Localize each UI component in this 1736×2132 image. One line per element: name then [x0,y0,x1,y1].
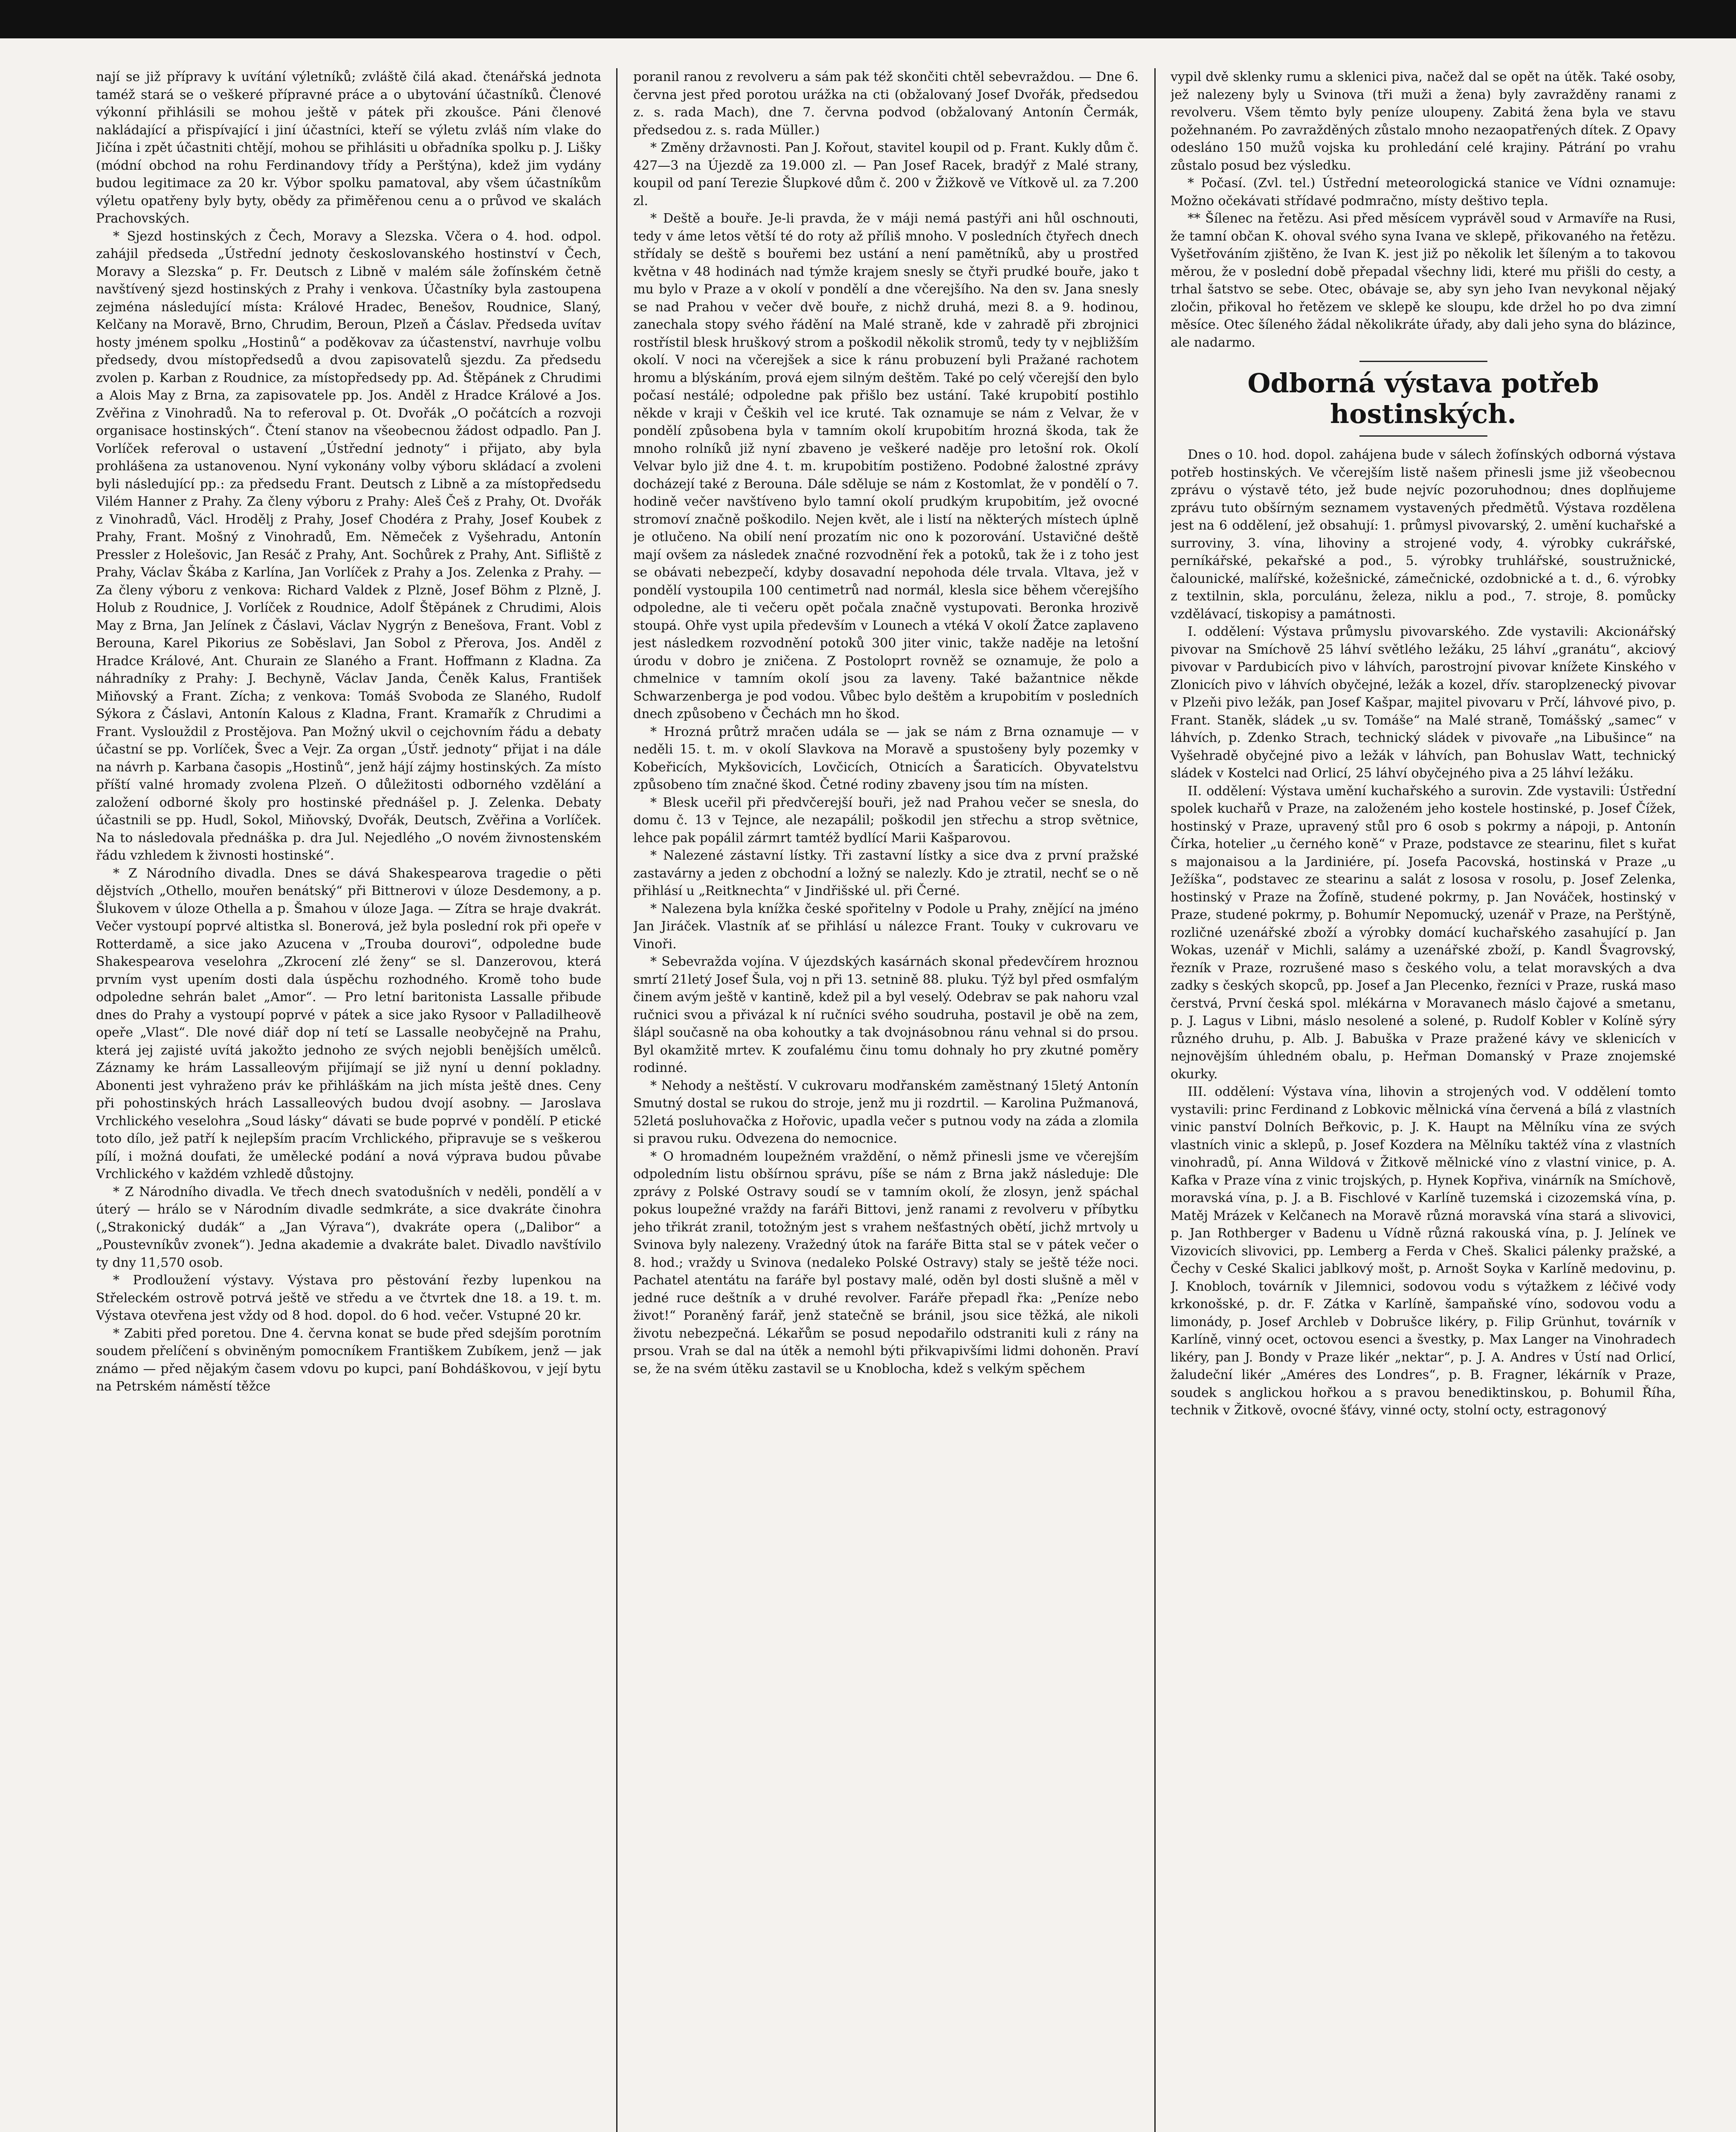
article-narodni-divadlo-2: * Z Národního divadla. Ve třech dnech svatodušních v neděli, pondělí a v úterý — hrálo se v Národním divadle sedmkráte, a sice dvakráte činohra („Strakonický dudák“ a „Jan Výrava“), dvakráte opera („Dalibor“ a „Poustevníkův zvonek“). Jedna akademie a dvakráte balet. Divadlo navštívilo ty dny 11,570 osob. [96,1184,601,1270]
article-loupezne-vrazdeni: * O hromadném loupežném vraždění, o němž přinesli jsme ve včerejším odpoledním listu obšírnou správu, píše se nám z Brna jakž následuje: Dle zprávy z Polské Ostravy soudí se v tamním okolí, že zlosyn, jenž spáchal pokus loupežné vraždy na faráři Bittovi, jenž ranami z revolveru v příbytku jeho třikrát zranil, totožným jest s vrahem nešťastných obětí, jichž mrtvoly u Svinova byly nalezeny. Vražedný útok na faráře Bitta stal se v pátek večer o 8. hod.; vraždy u Svinova (nedaleko Polské Ostravy) staly se ještě téže noci. Pachatel atentátu na faráře byl postavy malé, oděn byl dosti slušně a měl v jedné ruce deštník a v druhé revolver. Faráře přepadl řka: „Peníze nebo život!“ Poraněný farář, jenž statečně se bránil, jsou sice těžká, ale nikoli životu nebezpečná. Lékařům se posud nepodařilo odstraniti kuli z rány na prsou. Vrah se dal na útěk a nemohl býti přikvapivšími lidmi dohoněn. Praví se, že na svém útěku zastavil se u Knoblocha, kdež s velkým spěchem [633,1149,1139,1376]
article-deste-a-boure: * Deště a bouře. Je-li pravda, že v máji nemá pastýři ani hůl oschnouti, tedy v áme letos větší té do roty až příliš mnoho. V posledních čtyřech dnech střídaly se deště s bouřemi bez ustání a není pamětníků, aby u prostřed května v 48 hodinách nad týmže krajem snesly se čtyři prudké bouře, jako t mu bylo v Praze a v okolí v pondělí a dne včerejšího. Na den sv. Jana snesly se nad Prahou v večer dvě bouře, z nichž druhá, mezi 8. a 9. hodinou, zanechala stopy svého řádění na Malé straně, kde v zahradě při zbrojnici rostřístil blesk hruškový strom a poškodil několik stromů, tedy ty v nejbližším okolí. V noci na včerejšek a sice k ránu probuzení byli Pražané rachotem hromu a blýskáním, prová ejem silným deštěm. Také po celý včerejší den bylo počasí nestálé; odpoledne pak přišlo bez ustání. Také krupobití postihlo někde v kraji v Čeških vel ice kruté. Tak oznamuje se nám z Velvar, že v pondělí způsobena byla v tamním okolí krupobitím hrozná škoda, tak že mnoho rolníků již nyní zbaveno je veškeré naděje pro letošní rok. Okolí Velvar bylo již dne 4. t. m. krupobitím postiženo. Podobné žalostné zprávy docházejí také z Berouna. Dále sděluje se nám z Kostomlat, že v pondělí o 7. hodině večer navštíveno bylo tamní okolí prudkým krupobitím, jež ovocné stromoví značně poškodilo. Nejen květ, ale i listí na některých místech úplně je otlučeno. Na obilí není prozatím nic ono k pozorování. Ustavičné deště mají ovšem za následek značné rozvodnění řek a potoků, tak že i z toho jest se obávati nebezpečí, kdyby dosavadní nepohoda déle trvala. Vltava, jež v pondělí vystoupila 100 centimetrů nad normál, klesla sice během včerejšího odpoledne, ale ti večeru opět počala značně vystupovati. Beronka hrozivě stoupá. Ohře vyst upila především v Lounech a vtéká V okolí Žatce zaplaveno jest následkem rozvodnění potoků 300 jiter vinic, takže naděje na letošní úrodu v dobro je zničena. Z Postoloprt rovněž se oznamuje, že polo a chmelnice v tamním okolí jsou za laveny. Také bažantnice někde Schwarzenberga je pod vodou. Vůbec bylo deštěm a krupobitím v posledních dnech způsobeno v Čechách mn ho škod. [633,211,1139,721]
article-vystava-oddeleni-2: II. oddělení: Výstava umění kuchařského a surovin. Zde vystavili: Ústřední spolek kuchařů v Praze, na založeném jeho kostele hostinské, p. Josef Čížek, hostinský v Praze, upravený stůl pro 6 osob s pokrmy a nápoji, p. Antonín Čírka, hotelier „u černého koně“ v Praze, podstavce ze stearinu, filet s kuřat s majonaisou a la Jardiniére, pí. Josefa Pacovská, hostinská v Praze „u Ježíška“, podstavec ze stearinu a salát z lososa v rosolu, p. Josef Zelenka, hostinský v Praze na Žofíně, studené pokrmy, p. Jan Nováček, hostinský v Praze, studené pokrmy, p. Bohumír Nepomucký, uzenář v Praze, na Perštýně, rozličné uzenářské zboží a výrobky domácí kuchařského zasahující p. Jan Wokas, uzenář v Michli, salámy a uzenářské zboží, p. Kandl Švagrovský, řezník v Praze, rozrušené maso s českého volu, a telat moravských a dva zadky s českých skopců, pp. Josef a Jan Plecenko, řezníci v Praze, ruská maso čerstvá, První česká spol. mlékárna v Moravanech máslo čajové a smetanu, p. J. Lagus v Libni, máslo nesolené a solené, p. Rudolf Kobler v Kolíně sýry různého druhu, p. Alb. J. Babuška v Praze pražené kávy ve sklenicích v nejnovějším úhledném obalu, p. Heřman Domanský v Praze znojemské okurky. [1171,783,1676,1082]
column-2 [633,68,1139,2132]
newspaper-sheet [72,55,1727,2132]
scan-border-top [0,0,1736,38]
article-zastavni-listky: * Nalezené zástavní lístky. Tři zastavní lístky a sice dva z první pražské zastavárny a jeden z obchodní a ložný se nalezly. Kdo je ztratil, nechť se o ně přihlásí u „Reitknechta“ v Jindřišské ul. při Černé. [633,848,1139,898]
column-3 [1171,68,1676,2132]
article-paragraph: nají se již přípravy k uvítání výletníků; zvláště čilá akad. čtenářská jednota taméž stará se o veškeré přípravné práce a o ubytování účastníků. Členové výkonní přihlásili se mohou ještě v pátek při zkoušce. Páni členové nakládající a přispívající i jiní účastníci, kteří se výletu zvláš ním vlake do Jičína i zpět účastniti chtějí, mohou se přihlásiti u obřadníka spolku p. J. Lišky (módní obchod na rohu Ferdinandovy třídy a Perštýna), kdež jim vydány budou legitimace za 20 kr. Výbor spolku pamatoval, aby všem účastníkům výletu opatřeny byly byty, obědy za přiměřenou cenu a o průvod ve skalách Prachovských. [96,70,601,226]
article-silenec: ** Šílenec na řetězu. Asi před měsícem vyprávěl soud v Armavíře na Rusi, že tamní občan K. ohoval svého syna Ivana ve sklepě, přikovaného na řetězu. Vyšetřováním zjištěno, že Ivan K. jest již po několik let šíleným a to takovou měrou, že v poslední době přepadal všechny lidi, které mu přišli do cesty, a trhal šatstvo se sebe. Otec, obávaje se, aby syn jeho Ivan nevykonal nějaký zločin, přikoval ho řetězem ve sklepě ke sloupu, kde držel ho po dva zimní měsíce. Otec šíleného žádal několikráte úřady, aby dali jeho syna do blázince, ale nadarmo. [1171,211,1676,350]
article-porota: * Zabiti před poretou. Dne 4. června konat se bude před sdejším porotním soudem přelíčení s obviněným pomocníkem Františkem Zubíkem, jenž — jak známo — před nějakým časem vdovu po kupci, paní Bohdáškovou, v její bytu na Petrském náměstí těžce [96,1326,601,1394]
article-vystava-oddeleni-3: III. oddělení: Výstava vína, lihovin a strojených vod. V oddělení tomto vystavili: princ Ferdinand z Lobkovic mělnická vína červená a bílá z vlastních vinic panství Dolních Beřkovic, p. J. K. Haupt na Mělníku vína ze svých vlastních vinic a sklepů, p. Josef Kozdera na Mělníku taktéž vína z vlastních vinohradů, pí. Anna Wildová v Žitkově mělnické víno z vlastní vinice, p. A. Kafka v Praze vína z vinic trojských, p. Hynek Kopřiva, vinárník na Smíchově, moravská vína, p. J. a B. Fischlové v Karlíně tuzemská i cizozemská vína, p. Matěj Mrázek v Kelčanech na Moravě různá moravská vína stará a slivovici, p. Jan Rothberger v Badenu u Vídně různá rakouská vína, p. J. Jelínek ve Vizovicích slivovici, pp. Lemberg a Ferda v Cheš. Skalici pálenky pražské, a Čechy v Ceské Skalici jablkový mošt, p. Arnošt Soyka v Karlíně medovinu, p. J. Knobloch, továrník v Jilemnici, sodovou vodu s výtažkem z léčivé vody krkonošské, p. dr. F. Zátka v Karlíně, šampaňské víno, sodovou vodu a limonády, p. Josef Archleb v Dobrušce likéry, p. Filip Grünhut, továrník v Karlíně, vinný ocet, octovou esenci a švestky, p. Max Langer na Vinohradech likéry, pan J. Bondy v Praze likér „nektar“, p. J. A. Andres v Ústí nad Orlicí, žaludeční likér „Améres des Londres“, p. B. Fragner, lékárník v Praze, soudek s anglickou hořkou a s pravou benediktinskou, p. Bohumil Říha, technik v Žitkově, ovocné šťávy, vinné octy, stolní octy, estragonový [1171,1084,1676,1418]
article-hostinsky-sjezd: * Sjezd hostinských z Čech, Moravy a Slezska. Včera o 4. hod. odpol. zahájil předseda „Ústřední jednoty českoslovanského hostinství v Čech, Moravy a Slezska“ p. Fr. Deutsch z Libně v malém sále žofínském četně navštívený sjezd hostinských z Prahy i venkova. Účastníky byla zastoupena zejména následující místa: Králové Hradec, Benešov, Roudnice, Slaný, Kelčany na Moravě, Brno, Chrudim, Beroun, Plzeň a Čáslav. Předseda uvítav hosty jménem spolku „Hostinů“ a poděkovav za účastenství, navrhuje volbu předsedy, dvou místopředsedů a dvou zapisovatelů sjezdu. Za předsedu zvolen p. Karban z Roudnice, za místopředsedy pp. Ad. Štěpánek z Chrudimi a Alois May z Brna, za zapisovatele pp. Jos. Anděl z Hradce Králové a Jos. Zvěřina z Vinohradů. Na to referoval p. Ot. Dvořák „O počátcích a rozvoji organisace hostinských“. Čtení stanov na všeobecnou žádost odpadlo. Pan J. Vorlíček referoval o ustavení „Ústřední jednoty“ i přijato, aby byla prohlášena za ustanovenou. Nyní vykonány volby výboru skládací a zvoleni byli následující pp.: za předsedu Frant. Deutsch z Libně a za místopředsedu Vilém Hanner z Prahy. Za členy výboru z Prahy: Aleš Češ z Prahy, Ot. Dvořák z Vinohradů, Václ. Hrodělj z Prahy, Josef Chodéra z Prahy, Josef Koubek z Prahy, Frant. Mošný z Vinohradů, Em. Němeček z Vyšehradu, Antonín Pressler z Holešovic, Jan Resáč z Prahy, Ant. Sochůrek z Prahy, Ant. Sifliště z Prahy, Václav Škába z Karlína, Jan Vorlíček z Prahy a Jos. Zelenka z Prahy. — Za členy výboru z venkova: Richard Valdek z Plzně, Josef Böhm z Plzně, J. Holub z Roudnice, J. Vorlíček z Roudnice, Adolf Štěpánek z Chrudimi, Alois May z Brna, Jan Jelínek z Čáslavi, Václav Nygrýn z Benešova, Frant. Vobl z Berouna, Karel Pikorius ze Soběslavi, Jan Sobol z Přerova, Jos. Anděl z Hradce Králové, Ant. Churain ze Slaného a Frant. Hoffmann z Kladna. Za náhradníky z Prahy: J. Bechyně, Václav Janda, Čeněk Kalus, František Miňovský a Frant. Zícha; z venkova: Tomáš Svoboda ze Slaného, Rudolf Sýkora z Čáslavi, Antonín Kalous z Kladna, Frant. Kramařík z Chrudimi a Frant. Vyslouždil z Prostějova. Pan Možný ukvil o cejchovním řádu a debaty účastní se pp. Vorlíček, Švec a Vejr. Za organ „Ústř. jednoty“ přijat i na dále na návrh p. Karbana časopis „Hostinů“, jenž hájí zájmy hostinských. Za místo příští valné hromady zvolena Plzeň. O důležitosti odborného vzdělání a založení odborné školy pro hostinské přednášel p. J. Zelenka. Debaty účastnili se pp. Hudl, Sokol, Miňovský, Dvořák, Deutsch, Zvěřina a Vorlíček. Na to následovala přednáška p. dra Jul. Nejedlého „O novém živnostenském řádu vzhledem k živnosti hostinské“. [96,229,601,863]
column-rule [616,68,617,2132]
article-knizka-sporitelny: * Nalezena byla knížka české spořitelny v Podole u Prahy, znějící na jméno Jan Jiráček. Vlastník ať se přihlásí u nálezce Frant. Touky v cukrovaru ve Vinoři. [633,901,1139,952]
column-rule [1154,68,1156,2132]
article-paragraph: poranil ranou z revolveru a sám pak též skončiti chtěl sebevraždou. — Dne 6. června jest před porotou urážka na cti (obžalovaný Josef Dvořák, předsedou z. s. rada Mach), dne 7. června podvod (obžalovaný Antonín Čermák, předsedou z. s. rada Müller.) [633,70,1139,138]
article-prutrz-mracen: * Hrozná průtrž mračen udála se — jak se nám z Brna oznamuje — v neděli 15. t. m. v okolí Slavkova na Moravě a spustošeny byly pozemky v Kobeřicích, Mykšovicích, Lovčicích, Otnicích a Šaraticích. Obyvatelstvu způsobeno tím značné škod. Četné rodiny zbaveny jsou tím na místen. [633,724,1139,792]
heading-separator [1359,435,1487,437]
heading-separator [1359,361,1487,362]
article-blesk: * Blesk uceřil při předvčerejší bouři, jež nad Prahou večer se snesla, do domu č. 13 v Tejnce, ale nezapálil; poškodil jen střechu a strop světnice, lehce pak popálil zármrt tamtéž bydlící Marii Kašparovou. [633,795,1139,846]
article-vystava-intro: Dnes o 10. hod. dopol. zahájena bude v sálech žofínských odborná výstava potřeb hostinských. Ve včerejším listě našem přinesli jsme již všeobecnou zprávu o výstavě této, jež bude nejvíc pozoruhodnou; dnes doplňujeme zprávu tuto obšírným seznamem vystavených předmětů. Výstava rozdělena jest na 6 oddělení, jež obsahují: 1. průmysl pivovarský, 2. umění kuchařské a surroviny, 3. vína, lihoviny a strojené vody, 4. výrobky cukrářské, perníkářské, pekařské a pod., 5. výrobky truhlářské, soustružnické, čalounické, malířské, kožešnické, zámečnické, ozdobnické a t. d., 6. výrobky z textilnin, skla, porculánu, železa, niklu a pod., 7. stroje, 8. pomůcky vzdělávací, tiskopisy a památnosti. [1171,447,1676,622]
article-sebevrazda: * Sebevražda vojína. V újezdských kasárnách skonal předevčírem hroznou smrtí 21letý Josef Šula, voj n při 13. setnině 88. pluku. Týž byl před osmfalým činem avým ještě v kantině, kdež pil a byl veselý. Odebrav se pak nahoru vzal ručnici svou a přivázal k ní ručníci svého soudruha, postavil je obě na zem, šlápl současně na oba kohoutky a tak dvojnásobnou ránu vehnal si do prsou. Byl okamžitě mrtev. K zoufalému činu tomu dohnaly ho pry zkutné poměry rodinné. [633,954,1139,1075]
article-vystava-oddeleni-1: I. oddělení: Výstava průmyslu pivovarského. Zde vystavili: Akcionářský pivovar na Smíchově 25 láhví světlého ležáku, 25 láhví „granátu“, akciový pivovar v Pardubicích pivo v láhvích, parostrojní pivovar knížete Kinského v Zlonicích pivo v láhvích obyčejné, ležák a kozel, dřív. staroplzenecký pivovar v Plzeňi pivo ležák, pan Josef Kašpar, majitel pivovaru v Prčí, láhvové pivo, p. Frant. Staněk, sládek „u sv. Tomáše“ na Malé straně, Tomášský „samec“ v láhvích, p. Zdenko Strach, technický sládek v pivovaře „na Libušince“ na Vyšehradě obyčejné pivo a ležák v láhvích, pan Bohuslav Watt, technický sládek v Kostelci nad Orlicí, 25 láhví obyčejného piva a 25 láhví ležáku. [1171,624,1676,781]
article-zmeny-drzebnosti: * Změny državnosti. Pan J. Kořout, stavitel koupil od p. Frant. Kukly dům č. 427—3 na Újezdě za 19.000 zl. — Pan Josef Racek, bradýř z Malé strany, koupil od paní Terezie Šlupkové dům č. 200 v Žižkově ve Vítkově ul. za 7.200 zl. [633,140,1139,209]
article-nehody: * Nehody a neštěstí. V cukrovaru modřanském zaměstnaný 15letý Antonín Smutný dostal se rukou do stroje, jenž mu ji rozdrtil. — Karolina Pužmanová, 52letá posluhovačka z Hořovic, upadla večer s putnou vody na záda a zlomila si pravou ruku. Odvezena do nemocnice. [633,1078,1139,1146]
section-heading-block [1171,361,1676,437]
article-paragraph: vypil dvě sklenky rumu a sklenici piva, načež dal se opět na útěk. Také osoby, jež nalezeny byly u Svinova (tři muži a žena) byly zavražděny ranami z revolveru. Všem těmto byly peníze uloupeny. Zabitá žena byla ve stavu požehnaném. Po zavražděných zůstalo mnoho nezaopatřených dítek. Z Opavy odesláno 150 mužů vojska ku prohledání celé krajiny. Pátrání po vrahu zůstalo posud bez výsledku. [1171,70,1676,173]
article-narodni-divadlo: * Z Národního divadla. Dnes se dává Shakespearova tragedie o pěti dějstvích „Othello, mouřen benátský“ při Bittnerovi v úloze Desdemony, a p. Šlukovem v úloze Othella a p. Šmahou v úloze Jaga. — Zítra se hraje dvakrát. Večer vystoupí poprvé altistka sl. Bonerová, jež byla poslední rok při opeře v Rotterdamě, a sice jako Azucena v „Trouba dourovi“, odpoledne bude Shakespearova veselohra „Zkrocení zlé ženy“ se sl. Danzerovou, která prvním vyst upením dosti dala úspěchu rozhodného. Kromě toho bude odpoledne sehrán balet „Amor“. — Pro letní baritonista Lassalle přibude dnes do Prahy a vystoupí poprvé v pátek a sice jako Rysoor v Palladilheově opeře „Vlast“. Dle nové diář dop ní tetí se Lassalle neobyčejně na Prahu, která jej zajisté uvítá jakožto jednoho ze svých nejobli benějších umělců. Záznamy ke hrám Lassalleovým přijímají se již nyní u denní pokladny. Abonenti jest vyhraženo práv ke přihláškám na jich místa ještě dnes. Ceny při pohostinských hrách Lassalleových budou dvojí asobny. — Jaroslava Vrchlického veselohra „Soud lásky“ dávati se bude poprvé v pondělí. P etické toto dílo, jež patří k nejlepším pracím Vrchlického, připravuje se s veškerou pílí, i možná doufati, že umělecké podání a nová výprava budou půvabe Vrchlického v každém vzhledě důstojny. [96,866,601,1182]
article-prodlouzeni-vystavy: * Prodloužení výstavy. Výstava pro pěstování řezby lupenkou na Střeleckém ostrově potrvá ještě ve středu a ve čtvrtek dne 18. a 19. t. m. Výstava otevřena jest vždy od 8 hod. dopol. do 6 hod. večer. Vstupné 20 kr. [96,1273,601,1323]
article-pocasi: * Počasí. (Zvl. tel.) Ústřední meteorologická stanice ve Vídni oznamuje: Možno očekávati střídavé podmračno, místy deštivo tepla. [1171,176,1676,209]
section-heading: Odborná výstava potřeb hostinských. [1247,368,1599,429]
column-1 [96,68,601,2132]
